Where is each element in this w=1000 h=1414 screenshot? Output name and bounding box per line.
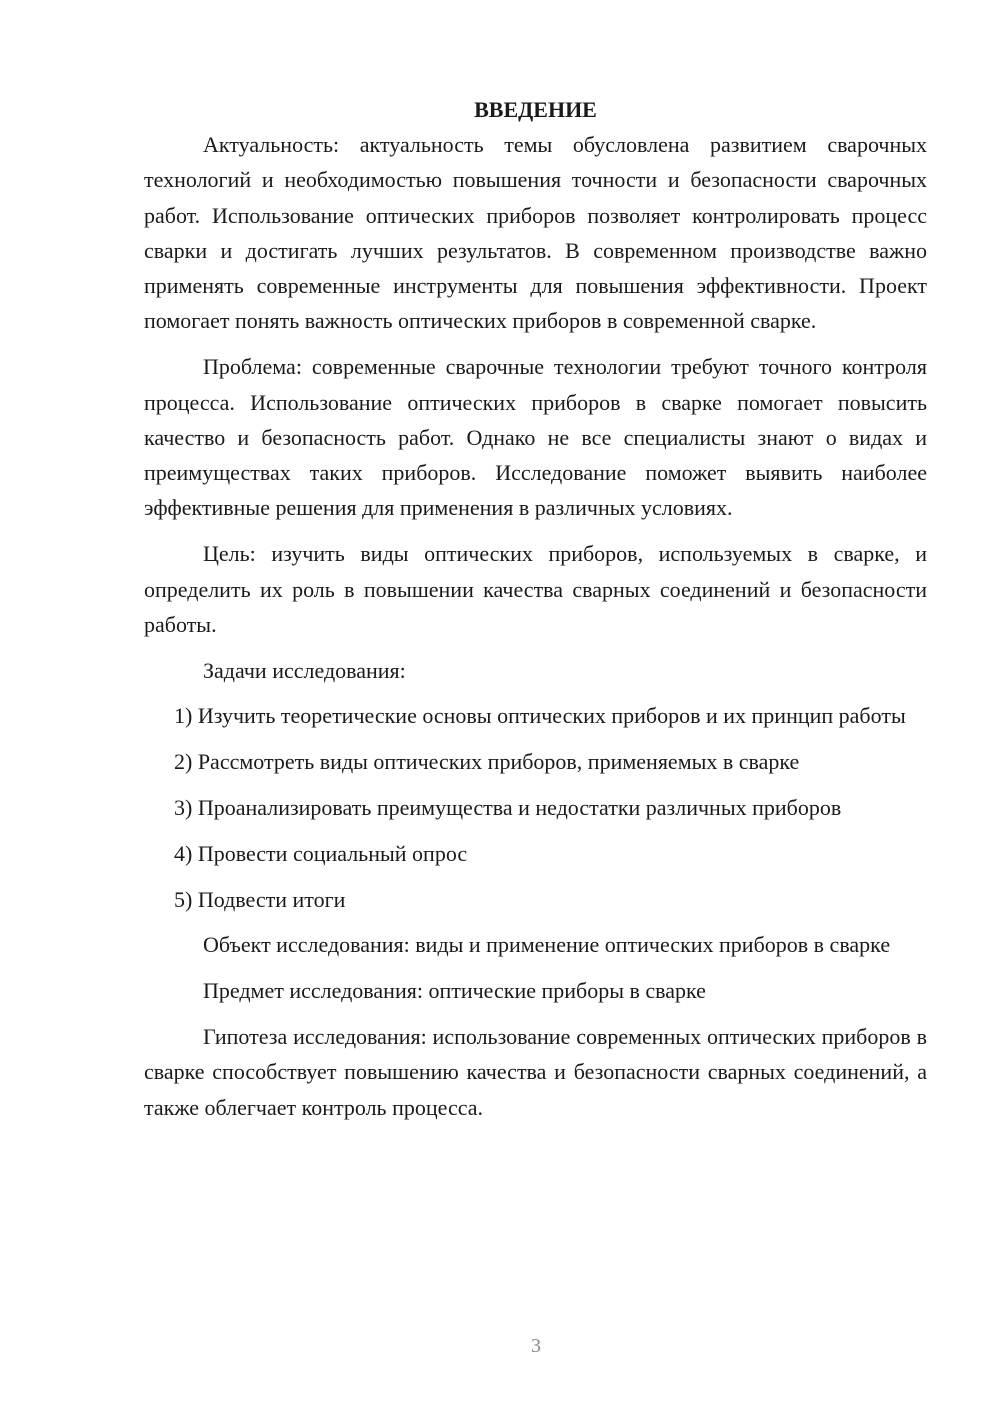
- goal-paragraph: Цель: изучить виды оптических приборов, используемых в сварке, и определить их роль в повышении качества сварных соединений и безопасности работы.: [144, 541, 927, 637]
- page-number: 3: [531, 1335, 541, 1357]
- task-item-5: 5) Подвести итоги: [174, 886, 346, 912]
- tasks-heading: Задачи исследования:: [203, 657, 406, 683]
- task-item-1: 1) Изучить теоретические основы оптических приборов и их принцип работы: [174, 703, 906, 729]
- hypothesis-paragraph: Гипотеза исследования: использование современных оптических приборов в сварке способствует повышению качества и безопасности сварных соединений, а также облегчает контроль процесса.: [144, 1024, 927, 1120]
- section-title: ВВЕДЕНИЕ: [474, 97, 597, 122]
- page-content: [144, 92, 927, 1125]
- relevance-paragraph: Актуальность: актуальность темы обусловлена развитием сварочных технологий и необходимостью повышения точности и безопасности сварочных работ. Использование оптических приборов позволяет контролировать процесс сварки и достигать лучших результатов. В современном производстве важно применять современные инструменты для повышения эффективности. Проект помогает понять важность оптических приборов в современной сварке.: [144, 132, 927, 334]
- task-item-2: 2) Рассмотреть виды оптических приборов, применяемых в сварке: [174, 749, 800, 775]
- object-paragraph: Объект исследования: виды и применение оптических приборов в сварке: [203, 932, 891, 958]
- task-item-4: 4) Провести социальный опрос: [174, 840, 468, 866]
- task-item-3: 3) Проанализировать преимущества и недостатки различных приборов: [174, 795, 842, 821]
- problem-paragraph: Проблема: современные сварочные технологии требуют точного контроля процесса. Использование оптических приборов в сварке помогает повысить качество и безопасность работ. Однако не все специалисты знают о видах и преимуществах таких приборов. Исследование поможет выявить наиболее эффективные решения для применения в различных условиях.: [144, 354, 927, 521]
- subject-paragraph: Предмет исследования: оптические приборы в сварке: [203, 978, 706, 1004]
